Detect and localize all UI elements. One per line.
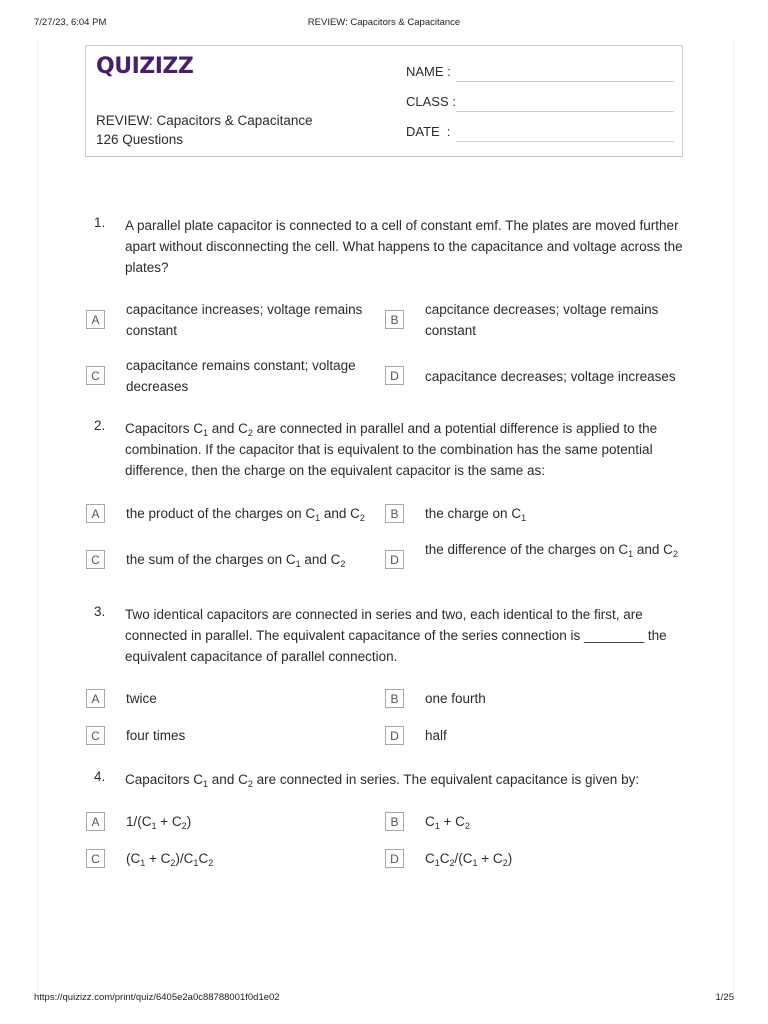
name-field-line [456,81,674,82]
option-text: $1/(C_1 + C_2)$ [126,814,192,831]
question-number: 4. [94,769,106,784]
option-text: capacitance remains constant; voltage decreases [126,358,356,394]
option-text: capcitance decreases; voltage remains constant [425,302,659,338]
option-letter-box: B [385,689,404,708]
name-field-label: NAME : [406,64,451,79]
option-letter-box: D [385,726,404,745]
question-number: 3. [94,604,106,619]
question-text: Capacitors $C_1$ and $C_2$ are connected in series. The equivalent capacitance is given by: [125,772,640,789]
option-text: capacitance increases; voltage remains constant [126,302,363,338]
option-letter-box: A [86,689,105,708]
option-letter-box: A [86,504,105,523]
question-number: 1. [94,215,106,230]
print-header [0,17,768,33]
date-field-label: DATE : [406,124,451,139]
date-field-line [456,141,674,142]
option-letter-box: A [86,310,105,329]
option-letter-box: D [385,550,404,569]
option-letter-box: B [385,310,404,329]
option-text: one fourth [425,691,486,706]
option-text: the sum of the charges on $C_1$ and $C_2$ [126,552,346,569]
option-text: $C_1C_2/(C_1 + C_2)$ [425,851,513,868]
option-text: capacitance decreases; voltage increases [425,369,676,384]
question-text: Capacitors $C_1$ and $C_2$ are connected in parallel and a potential difference is applied to the combination. If the capacitor that is equivalent to the combination has the same potential difference, then the charge on the equivalent capacitor is the same as: [125,421,658,478]
question-text: A parallel plate capacitor is connected to a cell of constant emf. The plates are moved further apart without disconnecting the cell. What happens to the capacitance and voltage across the plates? [125,218,683,275]
option-letter-box: C [86,366,105,385]
question-text: Two identical capacitors are connected in series and two, each identical to the first, are connected in parallel. The equivalent capacitance of the series connection is ________ the equivalent capacitance of parallel connection. [125,607,667,664]
question-number: 2. [94,418,106,433]
option-text: $(C_1 + C_2)/C_1C_2$ [126,851,214,868]
print-url: https://quizizz.com/print/quiz/6405e2a0c88788001f0d1e02 [34,992,280,1003]
option-text: $C_1 + C_2$ [425,814,470,831]
option-letter-box: B [385,504,404,523]
option-letter-box: D [385,366,404,385]
option-text: the difference of the charges on $C_1$ and $C_2$ [425,542,678,559]
option-letter-box: D [385,849,404,868]
option-letter-box: C [86,849,105,868]
option-letter-box: B [385,812,404,831]
option-letter-box: C [86,726,105,745]
option-letter-box: C [86,550,105,569]
print-page-number: 1/25 [715,992,734,1003]
option-text: twice [126,691,157,706]
class-field-line [456,111,674,112]
option-text: four times [126,728,186,743]
option-letter-box: A [86,812,105,831]
quiz-title: REVIEW: Capacitors & Capacitance [96,113,313,128]
option-text: half [425,728,447,743]
worksheet-header [85,45,683,157]
print-doc-title: REVIEW: Capacitors & Capacitance [307,17,461,28]
option-text: the charge on $C_1$ [425,506,527,523]
print-datetime: 7/27/23, 6:04 PM [34,17,107,28]
print-footer [0,992,768,1008]
option-text: the product of the charges on $C_1$ and $C_2$ [126,506,365,523]
question-count: 126 Questions [96,132,184,147]
quizizz-logo: QUIZIZZ [96,54,194,79]
class-field-label: CLASS : [406,94,456,109]
